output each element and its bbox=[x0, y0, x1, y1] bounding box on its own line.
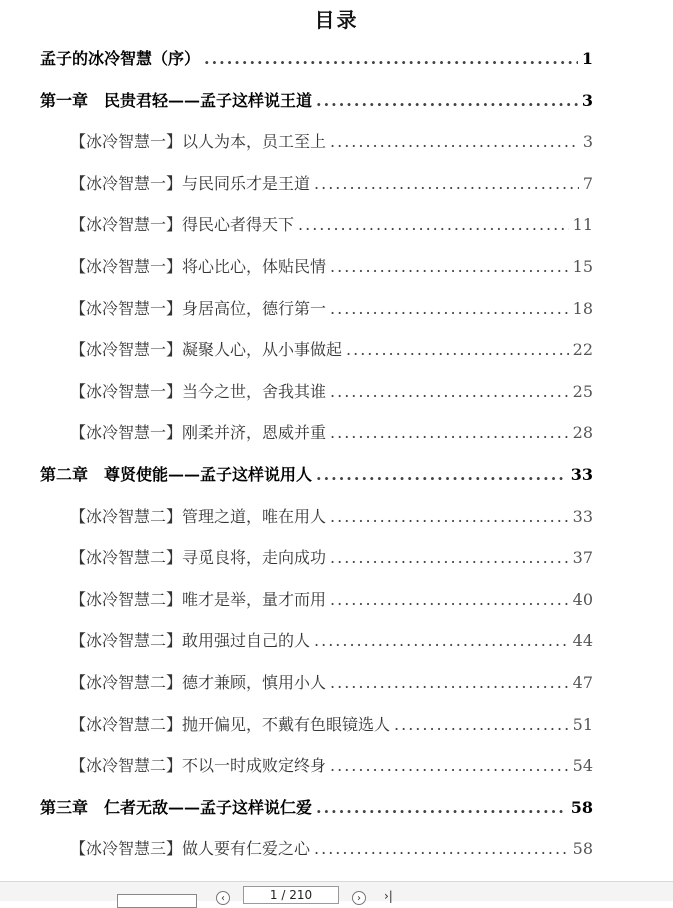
toc-page-number: 33 bbox=[572, 507, 593, 526]
toc-entry-label: 【冰冷智慧二】唯才是举，量才而用 bbox=[70, 590, 327, 609]
toc-chapter-entry[interactable] bbox=[40, 464, 593, 486]
toc-entry-label: 【冰冷智慧一】身居高位，德行第一 bbox=[70, 299, 327, 318]
toc-leader-dots bbox=[330, 547, 569, 569]
toc-entry-label: 【冰冷智慧一】与民同乐才是王道 bbox=[70, 174, 311, 193]
toc-entry-label: 【冰冷智慧一】将心比心，体贴民情 bbox=[70, 257, 327, 276]
toc-leader-dots bbox=[316, 464, 567, 486]
toc-entry-label: 【冰冷智慧一】凝聚人心，从小事做起 bbox=[70, 340, 343, 359]
viewer-toolbar bbox=[0, 881, 673, 904]
toc-leader-dots bbox=[394, 714, 569, 736]
page-title: 目录 bbox=[314, 8, 359, 32]
toc-entry-label: 第三章 仁者无敌——孟子这样说仁爱 bbox=[40, 798, 313, 817]
toc-entry-label: 孟子的冰冷智慧（序） bbox=[40, 49, 201, 68]
toc-page-number: 37 bbox=[572, 548, 593, 567]
zoom-select[interactable] bbox=[117, 894, 197, 908]
last-page-icon[interactable]: ›| bbox=[384, 889, 393, 903]
toc-entry-label: 【冰冷智慧一】当今之世，舍我其谁 bbox=[70, 382, 327, 401]
toc-leader-dots bbox=[314, 630, 569, 652]
toc-page-number: 18 bbox=[572, 299, 593, 318]
toc-leader-dots bbox=[298, 214, 569, 236]
toc-page-number: 1 bbox=[581, 49, 593, 68]
toc-section-entry[interactable] bbox=[70, 838, 593, 860]
toc-entry-label: 【冰冷智慧一】以人为本，员工至上 bbox=[70, 132, 327, 151]
toc-section-entry[interactable] bbox=[70, 714, 593, 736]
page-number-input[interactable]: 1 / 210 bbox=[243, 886, 339, 904]
toc-leader-dots bbox=[346, 339, 569, 361]
toc-leader-dots bbox=[330, 422, 569, 444]
toc-section-entry[interactable] bbox=[70, 547, 593, 569]
toc-leader-dots bbox=[330, 755, 569, 777]
toc-page-number: 51 bbox=[572, 715, 593, 734]
toc-leader-dots bbox=[330, 256, 569, 278]
toc-page-number: 44 bbox=[572, 631, 593, 650]
toc-entry-label: 【冰冷智慧二】抛开偏见，不戴有色眼镜选人 bbox=[70, 715, 391, 734]
toc-chapter-entry[interactable] bbox=[40, 90, 593, 112]
toc-leader-dots bbox=[330, 131, 579, 153]
toc-section-entry[interactable] bbox=[70, 381, 593, 403]
toc-section-entry[interactable] bbox=[70, 589, 593, 611]
toc-entry-label: 【冰冷智慧二】寻觅良将，走向成功 bbox=[70, 548, 327, 567]
toc-section-entry[interactable] bbox=[70, 214, 593, 236]
toc-section-entry[interactable] bbox=[70, 755, 593, 777]
toc-page-number: 25 bbox=[572, 382, 593, 401]
toc-page-number: 7 bbox=[582, 174, 593, 193]
chevron-right-icon[interactable]: › bbox=[352, 891, 366, 905]
toc-section-entry[interactable] bbox=[70, 173, 593, 195]
toc-leader-dots bbox=[330, 589, 569, 611]
toc-section-entry[interactable] bbox=[70, 131, 593, 153]
toc-section-entry[interactable] bbox=[70, 506, 593, 528]
toc-page-number: 40 bbox=[572, 590, 593, 609]
toc-entry-label: 【冰冷智慧一】刚柔并济，恩威并重 bbox=[70, 423, 327, 442]
toc-page-number: 28 bbox=[572, 423, 593, 442]
toc-page-number: 33 bbox=[570, 465, 593, 484]
toc-entry-label: 【冰冷智慧二】不以一时成败定终身 bbox=[70, 756, 327, 775]
toc-section-entry[interactable] bbox=[70, 422, 593, 444]
toc-leader-dots bbox=[314, 173, 579, 195]
toc-entry-label: 【冰冷智慧二】管理之道，唯在用人 bbox=[70, 507, 327, 526]
toc-leader-dots bbox=[330, 672, 569, 694]
toc-leader-dots bbox=[316, 90, 578, 112]
toc-section-entry[interactable] bbox=[70, 630, 593, 652]
toc-page-number: 11 bbox=[572, 215, 593, 234]
toc-entry-label: 第二章 尊贤使能——孟子这样说用人 bbox=[40, 465, 313, 484]
toc-entry-label: 【冰冷智慧二】德才兼顾，慎用小人 bbox=[70, 673, 327, 692]
toc-page-number: 22 bbox=[572, 340, 593, 359]
toc-page-number: 54 bbox=[572, 756, 593, 775]
toc-entry-label: 【冰冷智慧二】敢用强过自己的人 bbox=[70, 631, 311, 650]
toc-entry-label: 【冰冷智慧一】得民心者得天下 bbox=[70, 215, 295, 234]
toc-page-number: 58 bbox=[570, 798, 593, 817]
toc-page-number: 15 bbox=[572, 257, 593, 276]
toc-chapter-entry[interactable] bbox=[40, 797, 593, 819]
toc-leader-dots bbox=[316, 797, 567, 819]
toc-section-entry[interactable] bbox=[70, 339, 593, 361]
toc-page-number: 3 bbox=[581, 91, 593, 110]
toc-section-entry[interactable] bbox=[70, 256, 593, 278]
chevron-left-icon[interactable]: ‹ bbox=[216, 891, 230, 905]
toc-leader-dots bbox=[204, 48, 578, 70]
toc-page-number: 3 bbox=[582, 132, 593, 151]
toc-chapter-entry[interactable] bbox=[40, 48, 593, 70]
toc-section-entry[interactable] bbox=[70, 298, 593, 320]
toc-page-number: 58 bbox=[572, 839, 593, 858]
toc-leader-dots bbox=[330, 506, 569, 528]
toc-page-number: 47 bbox=[572, 673, 593, 692]
toc-leader-dots bbox=[314, 838, 569, 860]
toc-leader-dots bbox=[330, 381, 569, 403]
toc-leader-dots bbox=[330, 298, 569, 320]
toc-entry-label: 【冰冷智慧三】做人要有仁爱之心 bbox=[70, 839, 311, 858]
toc-entry-label: 第一章 民贵君轻——孟子这样说王道 bbox=[40, 91, 313, 110]
toc-section-entry[interactable] bbox=[70, 672, 593, 694]
